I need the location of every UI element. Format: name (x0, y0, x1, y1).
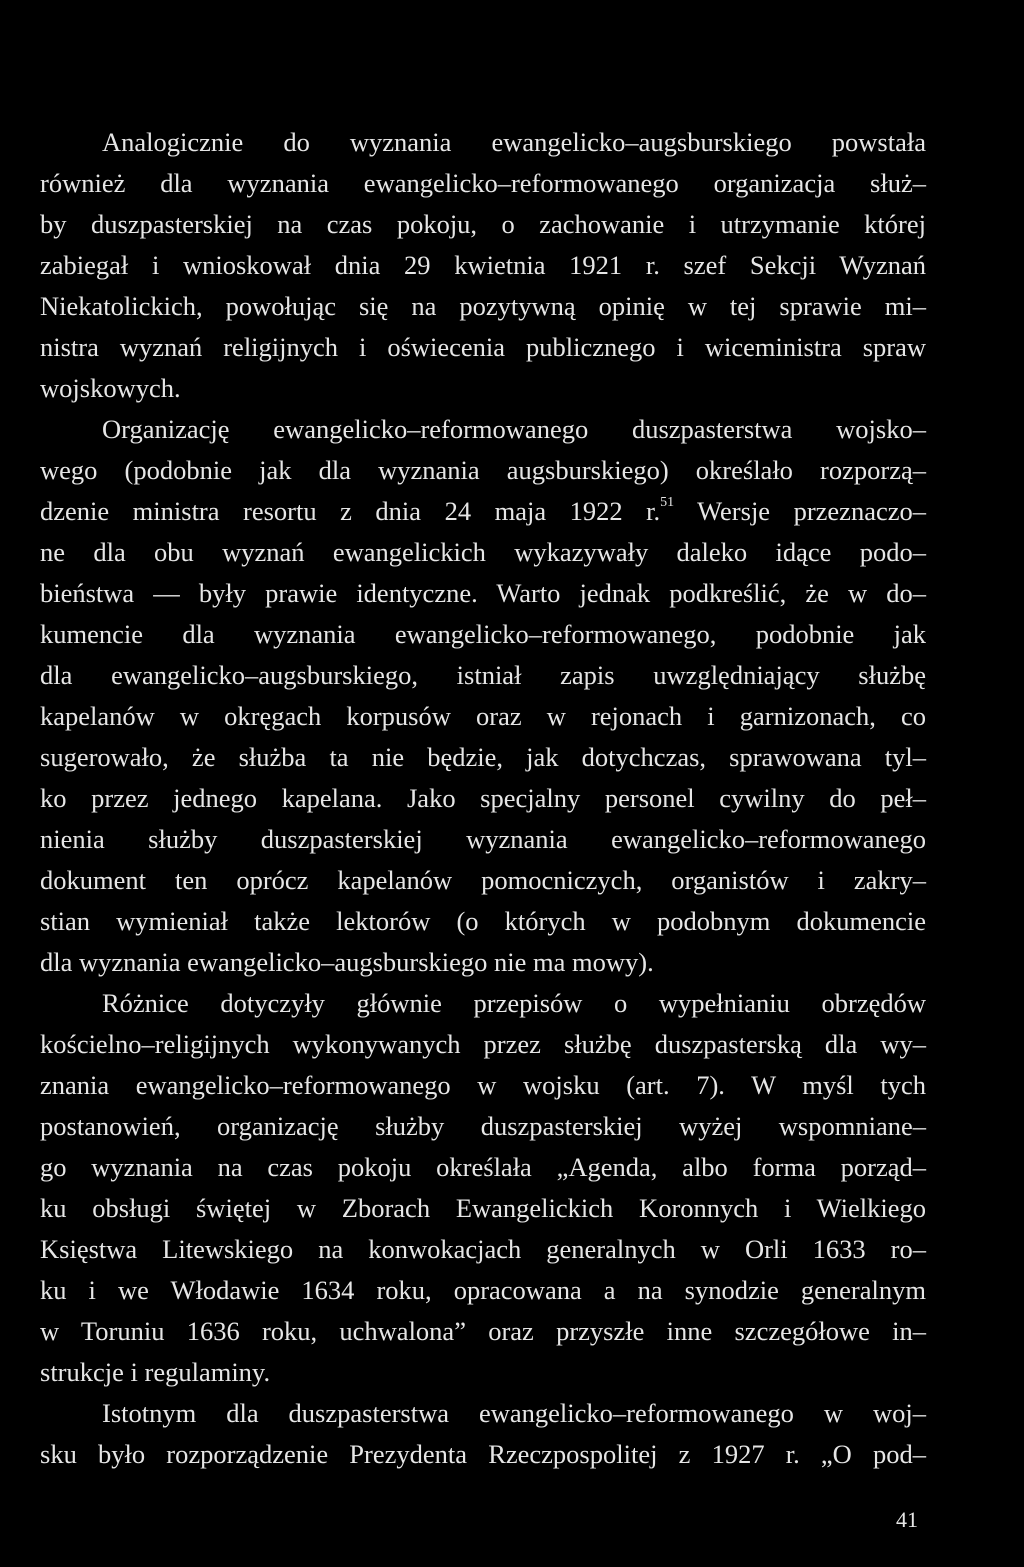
text-line: Organizację ewangelicko–reformowanego duszpasterstwa wojsko– (102, 414, 926, 444)
text-line: bieństwa — były prawie identyczne. Warto jednak podkreślić, że w do– (40, 578, 926, 608)
footnote-reference: 51 (660, 495, 675, 510)
text-line: ku i we Włodawie 1634 roku, opracowana a na synodzie generalnym (40, 1275, 926, 1305)
text-line: go wyznania na czas pokoju określała „Agenda, albo forma porząd– (40, 1152, 926, 1182)
paragraph-2 (40, 409, 926, 983)
text-line-with-footnote (40, 491, 926, 532)
text-line: kościelno–religijnych wykonywanych przez służbę duszpasterską dla wy– (40, 1029, 926, 1059)
text-line: Niekatolickich, powołując się na pozytywną opinię w tej sprawie mi– (40, 291, 926, 321)
text-line: stian wymieniał także lektorów (o których w podobnym dokumencie (40, 906, 926, 936)
paragraph-1 (40, 122, 926, 409)
paragraph-4 (40, 1393, 926, 1475)
text-line: nienia służby duszpasterskiej wyznania ewangelicko–reformowanego (40, 824, 926, 854)
text-line: kapelanów w okręgach korpusów oraz w rejonach i garnizonach, co (40, 701, 926, 731)
text-line: Różnice dotyczyły głównie przepisów o wypełnianiu obrzędów (102, 988, 926, 1018)
text-line: wojskowych. (40, 373, 181, 403)
text-line: znania ewangelicko–reformowanego w wojsku (art. 7). W myśl tych (40, 1070, 926, 1100)
text-line: sku było rozporządzenie Prezydenta Rzeczpospolitej z 1927 r. „O pod– (40, 1439, 926, 1469)
paragraph-3 (40, 983, 926, 1393)
page-number: 41 (896, 1507, 918, 1532)
text-line: Księstwa Litewskiego na konwokacjach generalnych w Orli 1633 ro– (40, 1234, 926, 1264)
text-line: dokument ten oprócz kapelanów pomocniczych, organistów i zakry– (40, 865, 926, 895)
text-line: postanowień, organizację służby duszpasterskiej wyżej wspomniane– (40, 1111, 926, 1141)
text-line: Analogicznie do wyznania ewangelicko–augsburskiego powstała (102, 127, 926, 157)
text-line: dla wyznania ewangelicko–augsburskiego nie ma mowy). (40, 947, 654, 977)
text-line: strukcje i regulaminy. (40, 1357, 271, 1387)
text-line: Istotnym dla duszpasterstwa ewangelicko–reformowanego w woj– (102, 1398, 926, 1428)
text-line: ne dla obu wyznań ewangelickich wykazywały daleko idące podo– (40, 537, 926, 567)
text-line: ku obsługi świętej w Zborach Ewangelickich Koronnych i Wielkiego (40, 1193, 926, 1223)
text-line: kumencie dla wyznania ewangelicko–reformowanego, podobnie jak (40, 619, 926, 649)
text-line: ko przez jednego kapelana. Jako specjalny personel cywilny do peł– (40, 783, 926, 813)
text-segment: Wersje przeznaczo– (674, 496, 926, 526)
text-line: zabiegał i wnioskował dnia 29 kwietnia 1921 r. szef Sekcji Wyznań (40, 250, 926, 280)
text-segment: dzenie ministra resortu z dnia 24 maja 1922 r. (40, 496, 661, 526)
text-line: dla ewangelicko–augsburskiego, istniał zapis uwzględniający służbę (40, 660, 926, 690)
text-line: by duszpasterskiej na czas pokoju, o zachowanie i utrzymanie której (40, 209, 926, 239)
text-line: w Toruniu 1636 roku, uchwalona” oraz przyszłe inne szczegółowe in– (40, 1316, 926, 1346)
text-line: nistra wyznań religijnych i oświecenia publicznego i wiceministra spraw (40, 332, 926, 362)
text-line: wego (podobnie jak dla wyznania augsburskiego) określało rozporzą– (40, 455, 926, 485)
text-line: również dla wyznania ewangelicko–reformowanego organizacja służ– (40, 168, 926, 198)
text-line: sugerowało, że służba ta nie będzie, jak dotychczas, sprawowana tyl– (40, 742, 926, 772)
document-page (40, 122, 926, 1475)
